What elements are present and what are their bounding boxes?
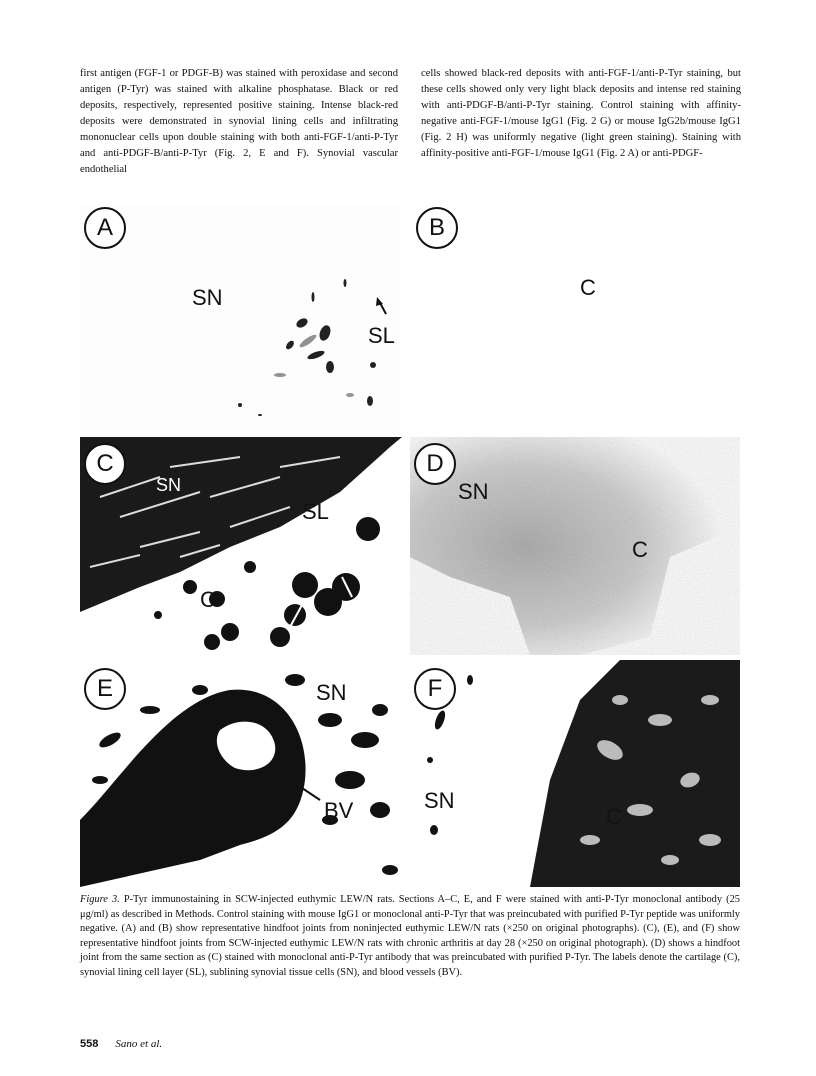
label-sn-e: SN xyxy=(316,680,347,705)
panel-d-micrograph xyxy=(410,437,740,655)
panel-f-micrograph xyxy=(410,660,740,887)
panel-b xyxy=(410,205,740,433)
page-footer xyxy=(80,1038,162,1050)
label-sl-a: SL xyxy=(368,323,395,348)
label-sn-f: SN xyxy=(424,788,455,813)
panel-letter-f: F xyxy=(414,668,456,710)
panel-letter-b: B xyxy=(416,207,458,249)
label-sn-d: SN xyxy=(458,479,489,504)
right-column-paragraph: cells showed black-red deposits with anti-FGF-1/anti-P-Tyr staining, but these cells showed only very light black deposits and intense red staining with anti-PDGF-B/anti-P-Tyr staining. Control staining with affinity-negative anti-FGF-1/mouse IgG1 (Fig. 2 G) or mouse IgG2b/mouse IgG1 (Fig. 2 H) was uniformly negative (light green staining). Staining with affinity-positive anti-FGF-1/mouse IgG1 (Fig. 2 A) or anti-PDGF- xyxy=(421,68,741,159)
panel-letter-a: A xyxy=(84,207,126,249)
panel-c xyxy=(80,437,402,655)
panel-e xyxy=(80,660,402,887)
label-c-f: C xyxy=(606,804,622,829)
panel-f xyxy=(410,660,740,887)
label-sn-c: SN xyxy=(156,475,182,495)
figure-caption xyxy=(80,893,740,981)
caption-text: P-Tyr immunostaining in SCW-injected euthymic LEW/N rats. Sections A–C, E, and F were stained with anti-P-Tyr monoclonal antibody (25 μg/ml) as described in Methods. Control staining with mouse IgG1 or monoclonal anti-P-Tyr that was preincubated with purified P-Tyr peptide was uniformly negative. (A) and (B) show representative hindfoot joints from noninjected euthymic LEW/N rats (×250 on original photographs). (C), (E), and (F) show representative hindfoot joints from SCW-injected euthymic LEW/N rats with chronic arthritis at day 28 (×250 on original photograph). (D) shows a hindfoot joint from the same section as (C) stained with monoclonal anti-P-Tyr antibody that was preincubated with purified P-Tyr. The labels denote the cartilage (C), synovial lining cell layer (SL), sublining synovial tissue cells (SN), and blood vessels (BV). xyxy=(80,894,740,978)
label-bv-e: BV xyxy=(324,798,354,823)
panel-letter-d: D xyxy=(414,443,456,485)
panel-d xyxy=(410,437,740,655)
panel-letter-e: E xyxy=(84,668,126,710)
panel-b-micrograph xyxy=(410,205,740,433)
panel-a xyxy=(80,205,400,433)
panel-e-micrograph xyxy=(80,660,402,887)
panel-a-micrograph xyxy=(80,205,400,433)
figure-3 xyxy=(80,205,740,887)
label-sl-c: SL xyxy=(302,499,329,524)
page-number: 558 xyxy=(80,1038,99,1050)
running-authors: Sano et al. xyxy=(115,1038,163,1050)
caption-label: Figure 3. xyxy=(80,894,120,905)
left-text-column xyxy=(80,66,398,178)
label-c-b: C xyxy=(580,275,596,300)
label-c-d: C xyxy=(632,537,648,562)
panel-letter-c: C xyxy=(84,443,126,485)
label-c-c: C xyxy=(200,587,216,612)
left-column-paragraph: first antigen (FGF-1 or PDGF-B) was stained with peroxidase and second antigen (P-Tyr) was stained with alkaline phosphatase. Black or red deposits, respectively, represented positive staining. Intense black-red deposits were demonstrated in synovial lining cells and infiltrating mononuclear cells upon double staining with both anti-FGF-1/anti-P-Tyr and anti-PDGF-B/anti-P-Tyr (Fig. 2, E and F). Synovial vascular endothelial xyxy=(80,68,398,175)
right-text-column xyxy=(421,66,741,162)
label-sn-a: SN xyxy=(192,285,223,310)
panel-c-micrograph xyxy=(80,437,402,655)
